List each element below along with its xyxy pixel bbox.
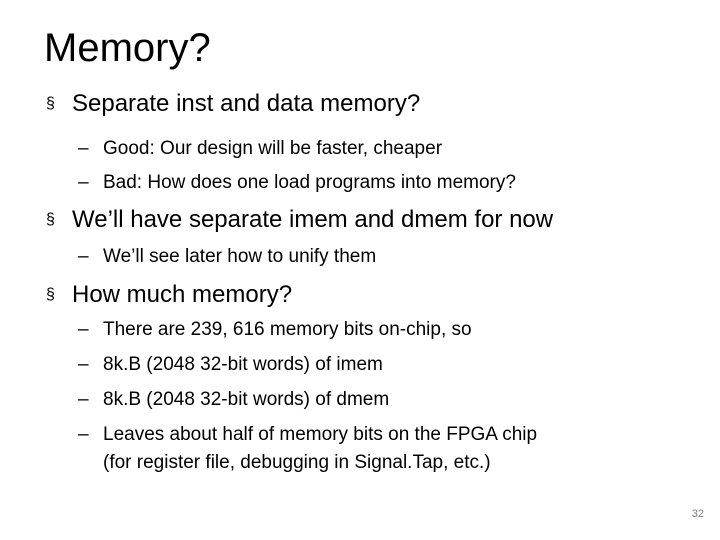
bullet-text: How much memory? — [72, 281, 293, 308]
sub-bullet-text: Bad: How does one load programs into memory? — [103, 172, 516, 193]
sub-bullet-text: We’ll see later how to unify them — [103, 246, 377, 267]
sub-bullet-text: 8k.B (2048 32-bit words) of dmem — [103, 389, 390, 410]
page-number: 32 — [691, 508, 704, 520]
dash-marker: – — [78, 172, 89, 193]
sub-bullet-text: (for register file, debugging in Signal.Tap, etc.) — [103, 452, 491, 473]
bullet-marker-icon: § — [46, 286, 55, 303]
bullet-text: We’ll have separate imem and dmem for now — [72, 206, 554, 233]
dash-marker: – — [78, 354, 89, 375]
dash-marker: – — [78, 424, 89, 445]
sub-bullet-text: There are 239, 616 memory bits on-chip, so — [103, 319, 472, 340]
slide-title: Memory? — [44, 26, 211, 70]
dash-marker: – — [78, 138, 89, 159]
bullet-marker-icon: § — [46, 211, 55, 228]
dash-marker: – — [78, 319, 89, 340]
dash-marker: – — [78, 389, 89, 410]
dash-marker: – — [78, 246, 89, 267]
bullet-marker-icon: § — [46, 95, 55, 112]
sub-bullet-text: Leaves about half of memory bits on the FPGA chip — [103, 424, 538, 445]
bullet-text: Separate inst and data memory? — [72, 90, 421, 117]
sub-bullet-text: 8k.B (2048 32-bit words) of imem — [103, 354, 383, 375]
sub-bullet-text: Good: Our design will be faster, cheaper — [103, 138, 443, 159]
